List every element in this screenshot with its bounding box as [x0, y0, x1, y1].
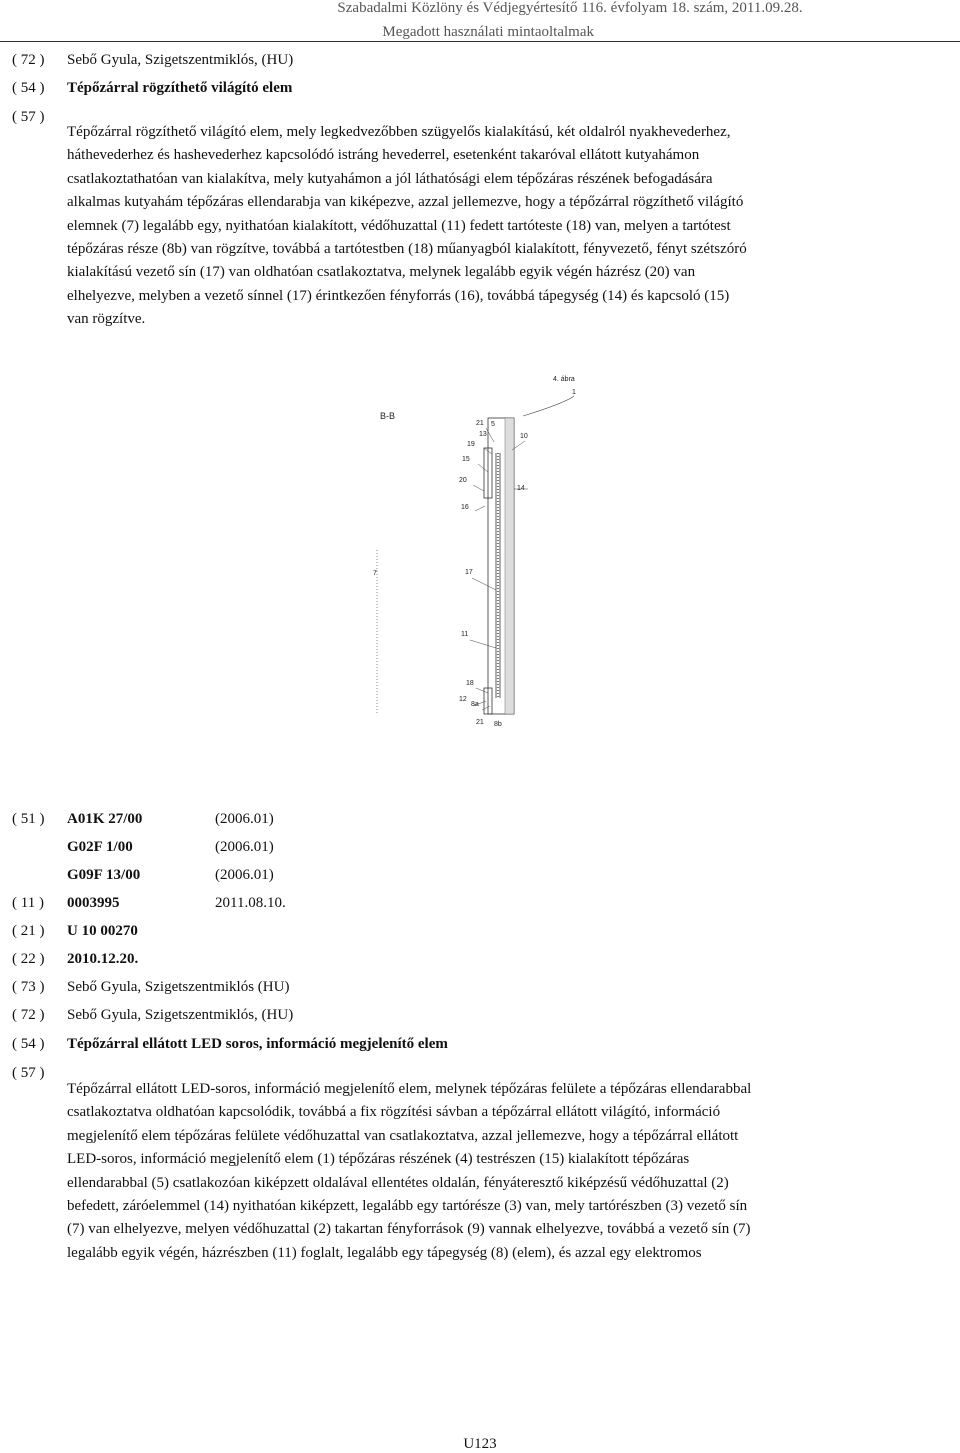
- technical-drawing: [360, 368, 600, 738]
- section-title: Megadott használati mintaoltalmak: [382, 24, 594, 40]
- svg-text:8b: 8b: [494, 721, 502, 728]
- svg-text:18: 18: [466, 680, 474, 687]
- entry1-abstract: Tépőzárral rögzíthető világító elem, mely legkedvezőbben szügyelős kialakítású, két oldalról nyakhevederhez, háthevederhez és hashevederhez kapcsolódó istráng hevederrel, esetenként takaróval ellátott kutyahámon csatlakoztathatóan van kialakítva, mely kutyahámon a jól láthatósági elem tépőzáras részének befogadására alkalmas kutyahám tépőzáras ellendarabja van kiképezve, azzal jellemezve, hogy a tépőzárral rögzíthető világító elemnek (7) legalább egy, nyithatóan kialakított, védőhuzattal (11) fedett tartóteste (18) van, melyen a tartótest tépőzáras része (8b) van rögzítve, továbbá a tartótestben (18) műanyagból kialakított, fényvezető, fényt szétszóró kialakítású vezető sín (17) van oldhatóan csatlakoztatva, melynek legalább egyik végén házrész (20) van elhelyezve, melyben a vezető sínnel (17) érintkezően fényforrás (16), továbbá tápegység (14) és kapcsoló (15) van rögzítve.: [67, 124, 747, 328]
- entry2-abstract-code: ( 57 ): [12, 1065, 45, 1081]
- entry1-title: [12, 79, 292, 97]
- svg-text:8a: 8a: [471, 701, 479, 708]
- page-number: U123: [463, 1436, 497, 1452]
- registration-date: 2011.08.10.: [215, 895, 286, 911]
- inventor-name: Sebő Gyula, Szigetszentmiklós, (HU): [67, 52, 294, 68]
- svg-text:21: 21: [476, 420, 484, 427]
- ipc-row-2: [12, 838, 274, 856]
- entry1-inventor: [12, 51, 293, 69]
- ipc-version: (2006.01): [215, 839, 274, 855]
- registration-number: ( 11 ) 0003995 2011.08.10.: [12, 895, 286, 911]
- svg-text:19: 19: [467, 441, 475, 448]
- svg-text:12: 12: [459, 696, 467, 703]
- ipc-version: (2006.01): [215, 867, 274, 883]
- ipc-row-1: ( 51 ) A01K 27/00 (2006.01): [12, 811, 274, 827]
- svg-text:21: 21: [476, 719, 484, 726]
- entry2-abstract: Tépőzárral ellátott LED-soros, információ megjelenítő elem, melynek tépőzáras felülete a tépőzáras ellendarabbal csatlakoztatva oldhatóan kapcsolódik, továbbá a fix rögzítési sávban a tépőzárral ellátott világító, információ megjelenítő elem tépőzáras felülete védőhuzattal van csatlakoztatva, azzal jellemezve, hogy a tépőzárral ellátott LED-soros, információ megjelenítő elem (1) tépőzáras részének (4) testrészen (15) kialakított tépőzáras ellendarabbal (5) csatlakozóan kiképzett oldalával ellentétes oldalán, fényáteresztő kiképzésű védőhuzattal (2) befedett, záróelemmel (14) nyithatóan kiképzett, legalább egy tartórésze (3) van, mely tartórészben (3) vezető sín (7) van elhelyezve, melyen védőhuzattal (2) takartan fényforrások (9) vannak elhelyezve, továbbá a vezető sín (7) legalább egyik végén, házrészben (11) foglalt, legalább egy tápegység (8) (elem), és azzal egy elektromos: [67, 1081, 752, 1261]
- owner: ( 73 ) Sebő Gyula, Szigetszentmiklós (HU): [12, 979, 290, 995]
- header-rule: [0, 41, 960, 42]
- svg-text:15: 15: [462, 456, 470, 463]
- svg-text:13: 13: [479, 431, 487, 438]
- ipc-row-3: [12, 866, 274, 884]
- entry1-abstract-code: ( 57 ): [12, 109, 45, 125]
- svg-text:11: 11: [461, 631, 469, 638]
- svg-text:14: 14: [517, 485, 525, 492]
- utility-model-title: Tépőzárral rögzíthető világító elem: [67, 80, 293, 96]
- svg-text:10: 10: [520, 433, 528, 440]
- hatched-side: [505, 418, 514, 714]
- svg-text:20: 20: [459, 477, 467, 484]
- page-header: [200, 0, 960, 41]
- filing-date: ( 22 ) 2010.12.20.: [12, 951, 139, 967]
- entry2-inventor: ( 72 ) Sebő Gyula, Szigetszentmiklós, (HU): [12, 1007, 294, 1023]
- journal-title: Szabadalmi Közlöny és Védjegyértesítő 116. évfolyam 18. szám, 2011.09.28.: [337, 0, 803, 16]
- callout: 1: [572, 389, 576, 396]
- section-label: B-B: [380, 411, 396, 421]
- application-number: ( 21 ) U 10 00270: [12, 923, 138, 939]
- svg-text:17: 17: [465, 569, 473, 576]
- svg-text:16: 16: [461, 504, 469, 511]
- utility-model-title: Tépőzárral ellátott LED soros, információ megjelenítő elem: [67, 1036, 448, 1052]
- ipc-version: (2006.01): [215, 811, 274, 827]
- field-code: ( 72 ): [12, 52, 45, 68]
- figure-label: 4. ábra: [553, 376, 575, 383]
- ipc-code: G09F 13/00: [67, 867, 141, 883]
- svg-text:7: 7: [373, 570, 377, 577]
- ipc-code: A01K 27/00: [67, 811, 143, 827]
- ipc-code: G02F 1/00: [67, 839, 133, 855]
- entry2-title: ( 54 ) Tépőzárral ellátott LED soros, információ megjelenítő elem: [12, 1036, 448, 1052]
- svg-text:5: 5: [491, 421, 495, 428]
- field-code: ( 54 ): [12, 80, 45, 96]
